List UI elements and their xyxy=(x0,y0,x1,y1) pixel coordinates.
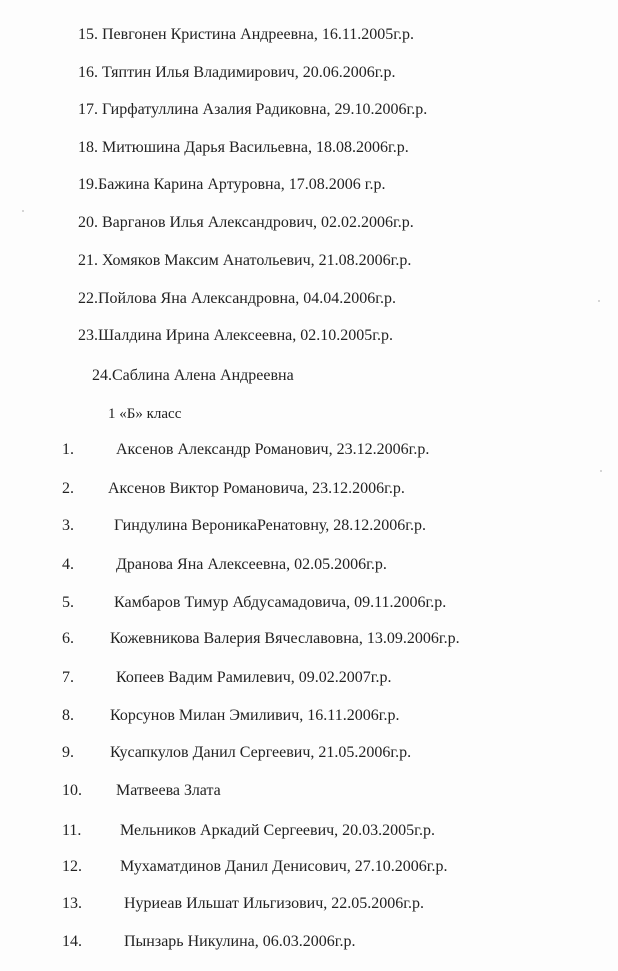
row-number: 5. xyxy=(62,594,74,611)
row-number: 4. xyxy=(62,556,74,573)
list-item: 15. Певгонен Кристина Андреевна, 16.11.2005г.р. xyxy=(78,26,414,43)
row-number: 11. xyxy=(62,822,82,839)
row-text: Матвеева Злата xyxy=(116,782,221,799)
row-number: 8. xyxy=(62,707,74,724)
row-text: Пынзарь Никулина, 06.03.2006г.р. xyxy=(124,933,356,950)
row-text: Дранова Яна Алексеевна, 02.05.2006г.р. xyxy=(116,556,387,573)
list-item: 20. Варганов Илья Александрович, 02.02.2006г.р. xyxy=(78,214,414,231)
paper-speck xyxy=(598,300,600,302)
list-item: 22.Пойлова Яна Александровна, 04.04.2006г.р. xyxy=(78,290,396,307)
row-number: 7. xyxy=(62,669,74,686)
row-number: 9. xyxy=(62,744,74,761)
row-text: Копеев Вадим Рамилевич, 09.02.2007г.р. xyxy=(116,669,392,686)
paper-speck xyxy=(22,210,24,212)
list-item: 18. Митюшина Дарья Васильевна, 18.08.2006г.р. xyxy=(78,139,409,156)
row-text: Аксенов Александр Романович, 23.12.2006г.р. xyxy=(116,441,430,458)
list-item: 23.Шалдина Ирина Алексеевна, 02.10.2005г.р. xyxy=(78,327,394,344)
row-number: 13. xyxy=(62,895,82,912)
list-item: 16. Тяптин Илья Владимирович, 20.06.2006г.р. xyxy=(78,64,396,81)
row-number: 14. xyxy=(62,933,82,950)
list-item: 19.Бажина Карина Артуровна, 17.08.2006 г.р. xyxy=(78,176,386,193)
row-text: Гиндулина ВероникаРенатовну, 28.12.2006г.р. xyxy=(114,517,427,534)
row-number: 12. xyxy=(62,858,82,875)
row-number: 1. xyxy=(62,441,74,458)
list-item: 17. Гирфатуллина Азалия Радиковна, 29.10.2006г.р. xyxy=(78,101,428,118)
row-number: 3. xyxy=(62,517,74,534)
class-heading: 1 «Б» класс xyxy=(108,406,182,422)
row-text: Кожевникова Валерия Вячеславовна, 13.09.2006г.р. xyxy=(110,630,460,647)
paper-speck xyxy=(600,470,602,472)
list-item: 24.Саблина Алена Андреевна xyxy=(92,367,294,384)
row-number: 2. xyxy=(62,480,74,497)
list-item: 21. Хомяков Максим Анатольевич, 21.08.2006г.р. xyxy=(78,252,412,269)
row-text: Аксенов Виктор Романовича, 23.12.2006г.р. xyxy=(108,480,405,497)
row-text: Мельников Аркадий Сергеевич, 20.03.2005г.р. xyxy=(120,822,435,839)
row-text: Кусапкулов Данил Сергеевич, 21.05.2006г.р. xyxy=(110,744,412,761)
row-text: Корсунов Милан Эмиливич, 16.11.2006г.р. xyxy=(110,707,400,724)
row-text: Мухаматдинов Данил Денисович, 27.10.2006г.р. xyxy=(120,858,448,875)
row-number: 6. xyxy=(62,630,74,647)
row-text: Камбаров Тимур Абдусамадовича, 09.11.2006г.р. xyxy=(114,594,447,611)
row-number: 10. xyxy=(62,782,82,799)
row-text: Нуриеав Ильшат Ильгизович, 22.05.2006г.р. xyxy=(124,895,425,912)
